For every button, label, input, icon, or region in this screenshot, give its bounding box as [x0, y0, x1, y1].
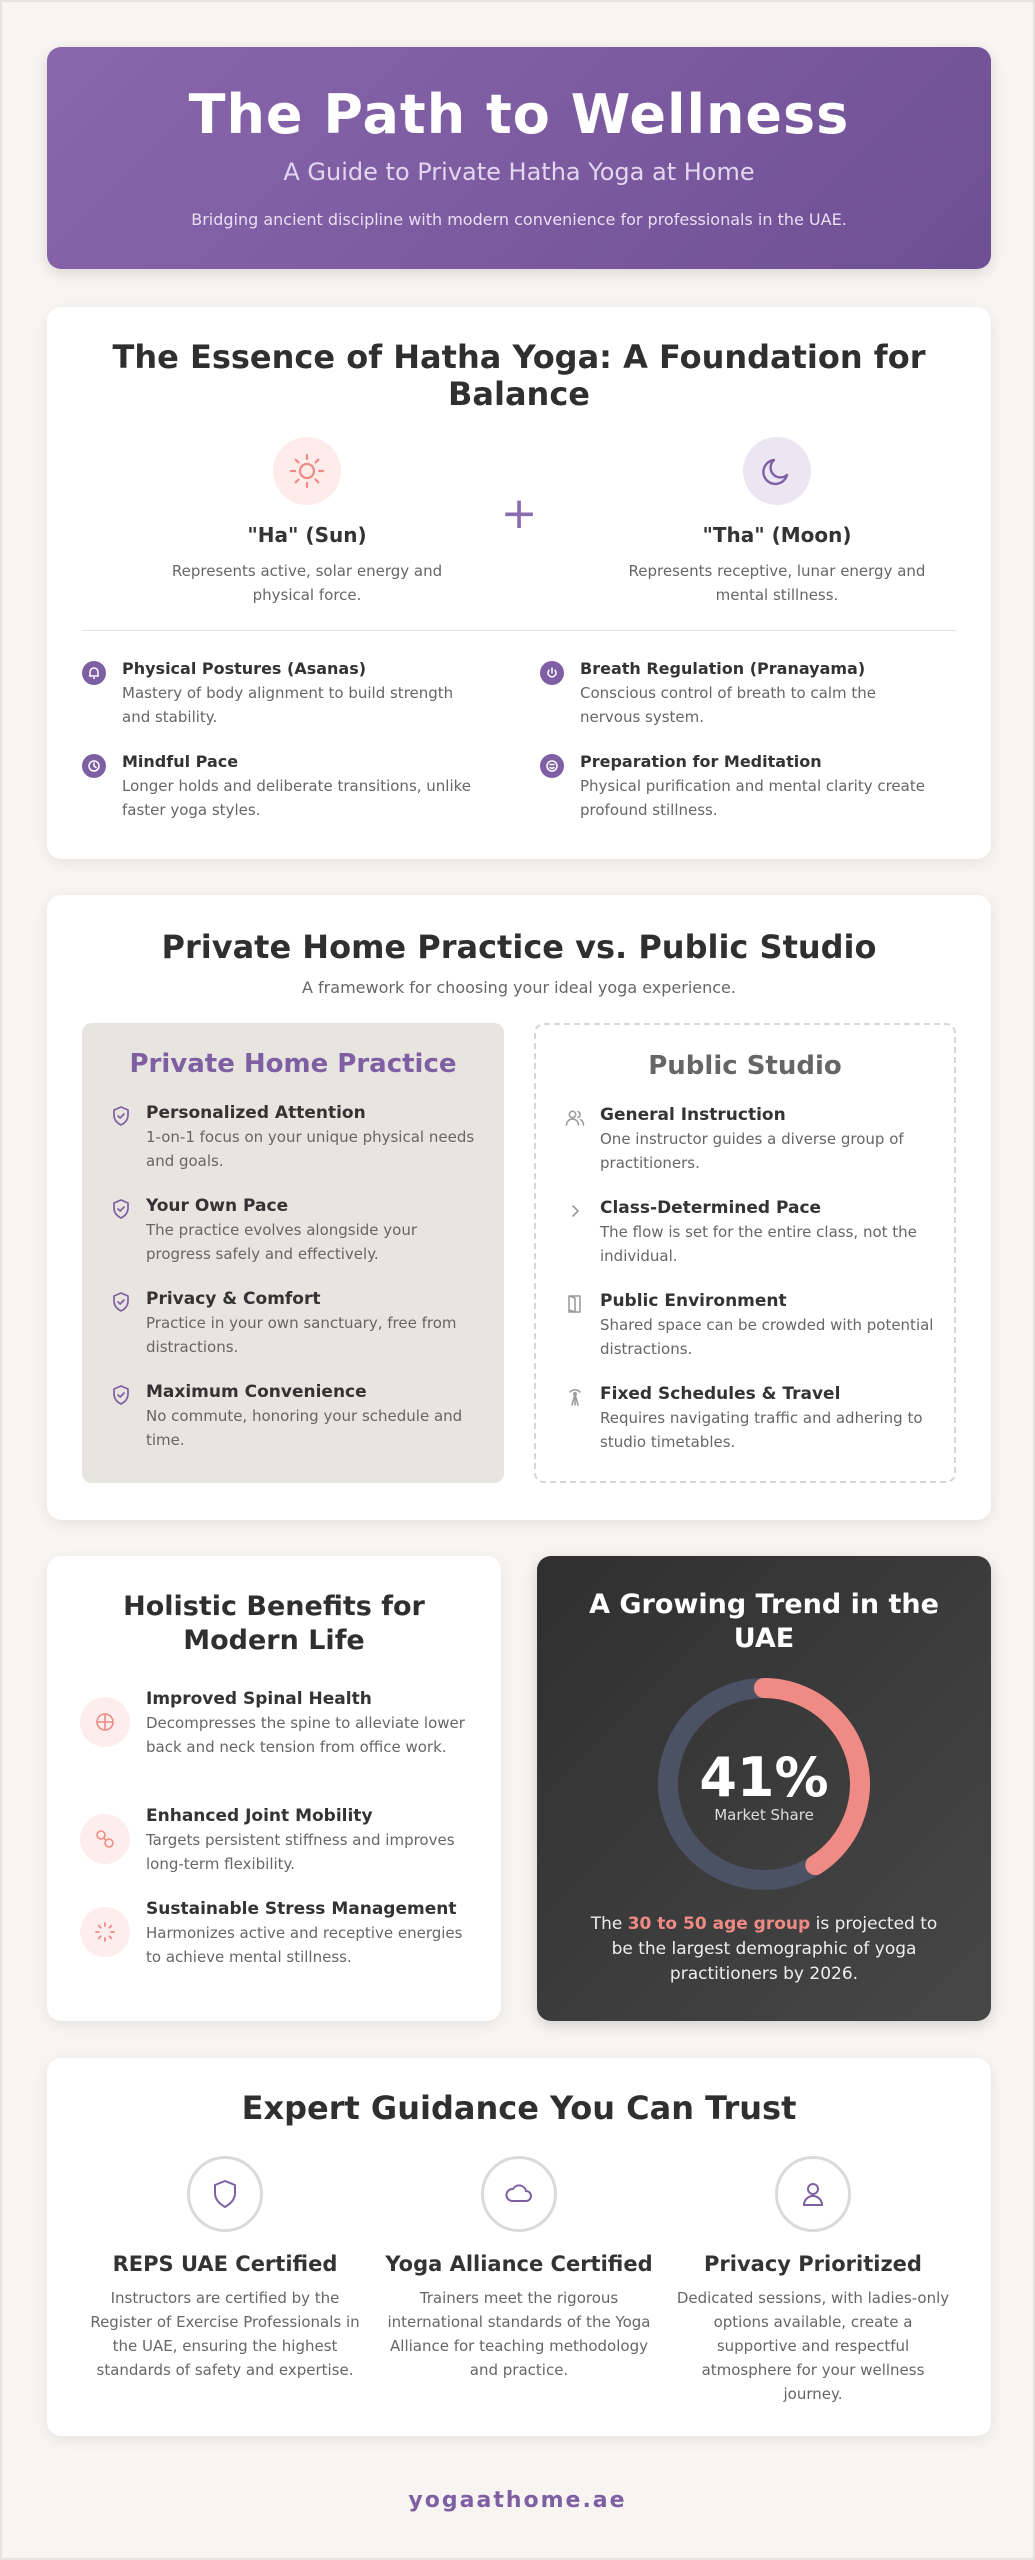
- public-item-desc: Shared space can be crowded with potential distractions.: [600, 1316, 934, 1358]
- benefit-title: Improved Spinal Health: [146, 1689, 372, 1709]
- shield-check-icon: [110, 1198, 132, 1220]
- bell-icon: [82, 661, 106, 685]
- expert-item: [85, 2156, 365, 2382]
- private-practice-panel: [82, 1023, 504, 1483]
- chevron-right-icon: [564, 1200, 586, 1222]
- compare-title: Private Home Practice vs. Public Studio: [161, 928, 877, 966]
- shield-check-icon: [110, 1291, 132, 1313]
- benefit-item: [80, 1806, 480, 1876]
- joint-icon: [80, 1814, 130, 1864]
- feature-meditation: [540, 752, 940, 822]
- crosshair-icon: [80, 1697, 130, 1747]
- shield-check-icon: [110, 1105, 132, 1127]
- expert-item-desc: Instructors are certified by the Register of Exercise Professionals in the UAE, ensuring the highest standards of safety and expertise.: [90, 2289, 360, 2379]
- page-tagline: Bridging ancient discipline with modern convenience for professionals in the UAE.: [191, 210, 847, 230]
- expert-item-desc: Dedicated sessions, with ladies-only options available, create a supportive and respectful atmosphere for your wellness journey.: [676, 2289, 950, 2403]
- private-item-title: Privacy & Comfort: [146, 1289, 321, 1309]
- essence-divider: [82, 630, 956, 631]
- expert-item-title: Yoga Alliance Certified: [385, 2252, 653, 2276]
- public-item: [564, 1291, 934, 1361]
- essence-section: [47, 307, 991, 859]
- page-subtitle: A Guide to Private Hatha Yoga at Home: [283, 158, 755, 187]
- private-item: [110, 1382, 480, 1452]
- expert-section: [47, 2058, 991, 2436]
- public-title: Public Studio: [648, 1051, 842, 1081]
- public-item-desc: The flow is set for the entire class, not the individual.: [600, 1223, 917, 1265]
- loader-icon: [80, 1907, 130, 1957]
- benefit-title: Enhanced Joint Mobility: [146, 1806, 373, 1826]
- benefit-desc: Harmonizes active and receptive energies to achieve mental stillness.: [146, 1924, 463, 1966]
- trend-section: [537, 1556, 991, 2021]
- expert-item-title: Privacy Prioritized: [704, 2252, 922, 2276]
- expert-item-desc: Trainers meet the rigorous international standards of the Yoga Alliance for teaching methodology and practice.: [387, 2289, 651, 2379]
- benefit-desc: Decompresses the spine to alleviate lower back and neck tension from office work.: [146, 1714, 465, 1756]
- trend-note-post: is projected to be the largest demographic of yoga practitioners by 2026.: [611, 1914, 938, 1984]
- door-icon: [564, 1293, 586, 1315]
- trend-note: [587, 1912, 941, 1987]
- page-title: The Path to Wellness: [188, 83, 850, 146]
- ha-desc: Represents active, solar energy and physical force.: [171, 562, 443, 604]
- private-item: [110, 1103, 480, 1173]
- trend-title: A Growing Trend in the UAE: [589, 1589, 939, 1654]
- private-item-title: Maximum Convenience: [146, 1382, 367, 1402]
- feature-title: Breath Regulation (Pranayama): [580, 659, 866, 678]
- benefits-title: Holistic Benefits for Modern Life: [123, 1591, 425, 1656]
- feature-desc: Mastery of body alignment to build strength and stability.: [122, 684, 454, 726]
- expert-item: [379, 2156, 659, 2382]
- compare-subtitle: A framework for choosing your ideal yoga experience.: [302, 977, 736, 997]
- feature-title: Physical Postures (Asanas): [122, 659, 367, 678]
- public-item-desc: One instructor guides a diverse group of practitioners.: [600, 1130, 904, 1172]
- tha-desc: Represents receptive, lunar energy and mental stillness.: [628, 562, 926, 604]
- private-item-desc: Practice in your own sanctuary, free from distractions.: [146, 1314, 457, 1356]
- public-item-title: General Instruction: [600, 1105, 786, 1125]
- private-item-desc: 1-on-1 focus on your unique physical needs and goals.: [146, 1128, 475, 1170]
- private-item-title: Your Own Pace: [146, 1196, 289, 1216]
- public-item-desc: Requires navigating traffic and adhering to studio timetables.: [600, 1409, 923, 1451]
- ha-block: [147, 437, 467, 607]
- essence-title: The Essence of Hatha Yoga: A Foundation for Balance: [112, 338, 926, 413]
- public-item: [564, 1384, 934, 1454]
- public-item: [564, 1105, 934, 1175]
- users-icon: [564, 1107, 586, 1129]
- trend-note-pre: The: [590, 1914, 628, 1934]
- footer-site-link[interactable]: yogaathome.ae: [408, 2488, 627, 2513]
- compare-section: [47, 895, 991, 1520]
- moon-icon: [743, 437, 811, 505]
- tha-title: "Tha" (Moon): [702, 523, 852, 547]
- clock-icon: [82, 754, 106, 778]
- private-item-desc: No commute, honoring your schedule and time.: [146, 1407, 463, 1449]
- feature-desc: Longer holds and deliberate transitions, unlike faster yoga styles.: [122, 777, 472, 819]
- feature-title: Preparation for Meditation: [580, 752, 822, 771]
- feature-desc: Physical purification and mental clarity create profound stillness.: [580, 777, 925, 819]
- trend-note-highlight: 30 to 50 age group: [627, 1914, 811, 1934]
- feature-asanas: [82, 659, 482, 729]
- shield-check-icon: [110, 1384, 132, 1406]
- private-title: Private Home Practice: [129, 1049, 457, 1079]
- feature-mindful-pace: [82, 752, 482, 822]
- smile-icon: [540, 754, 564, 778]
- expert-title: Expert Guidance You Can Trust: [241, 2089, 797, 2127]
- private-item: [110, 1289, 480, 1359]
- signal-icon: [564, 1386, 586, 1408]
- ha-title: "Ha" (Sun): [247, 523, 367, 547]
- private-item: [110, 1196, 480, 1266]
- plus-symbol: +: [500, 488, 538, 539]
- benefits-section: [47, 1556, 501, 2021]
- benefit-item: [80, 1899, 480, 1969]
- feature-title: Mindful Pace: [122, 752, 239, 771]
- public-studio-panel: [534, 1023, 956, 1483]
- private-item-desc: The practice evolves alongside your progress safely and effectively.: [146, 1221, 418, 1263]
- user-icon: [775, 2156, 851, 2232]
- sun-icon: [273, 437, 341, 505]
- power-icon: [540, 661, 564, 685]
- public-item-title: Fixed Schedules & Travel: [600, 1384, 841, 1404]
- cloud-icon: [481, 2156, 557, 2232]
- market-share-label: Market Share: [714, 1806, 814, 1824]
- private-item-title: Personalized Attention: [146, 1103, 366, 1123]
- benefit-item: [80, 1689, 480, 1759]
- feature-pranayama: [540, 659, 940, 729]
- expert-item-title: REPS UAE Certified: [112, 2252, 338, 2276]
- public-item-title: Public Environment: [600, 1291, 787, 1311]
- hero-banner: [47, 47, 991, 269]
- expert-item: [673, 2156, 953, 2406]
- public-item: [564, 1198, 934, 1268]
- shield-icon: [187, 2156, 263, 2232]
- feature-desc: Conscious control of breath to calm the nervous system.: [580, 684, 877, 726]
- public-item-title: Class-Determined Pace: [600, 1198, 822, 1218]
- benefit-title: Sustainable Stress Management: [146, 1899, 457, 1919]
- benefit-desc: Targets persistent stiffness and improves long-term flexibility.: [146, 1831, 455, 1873]
- market-share-value: 41%: [699, 1746, 829, 1809]
- tha-block: [617, 437, 937, 607]
